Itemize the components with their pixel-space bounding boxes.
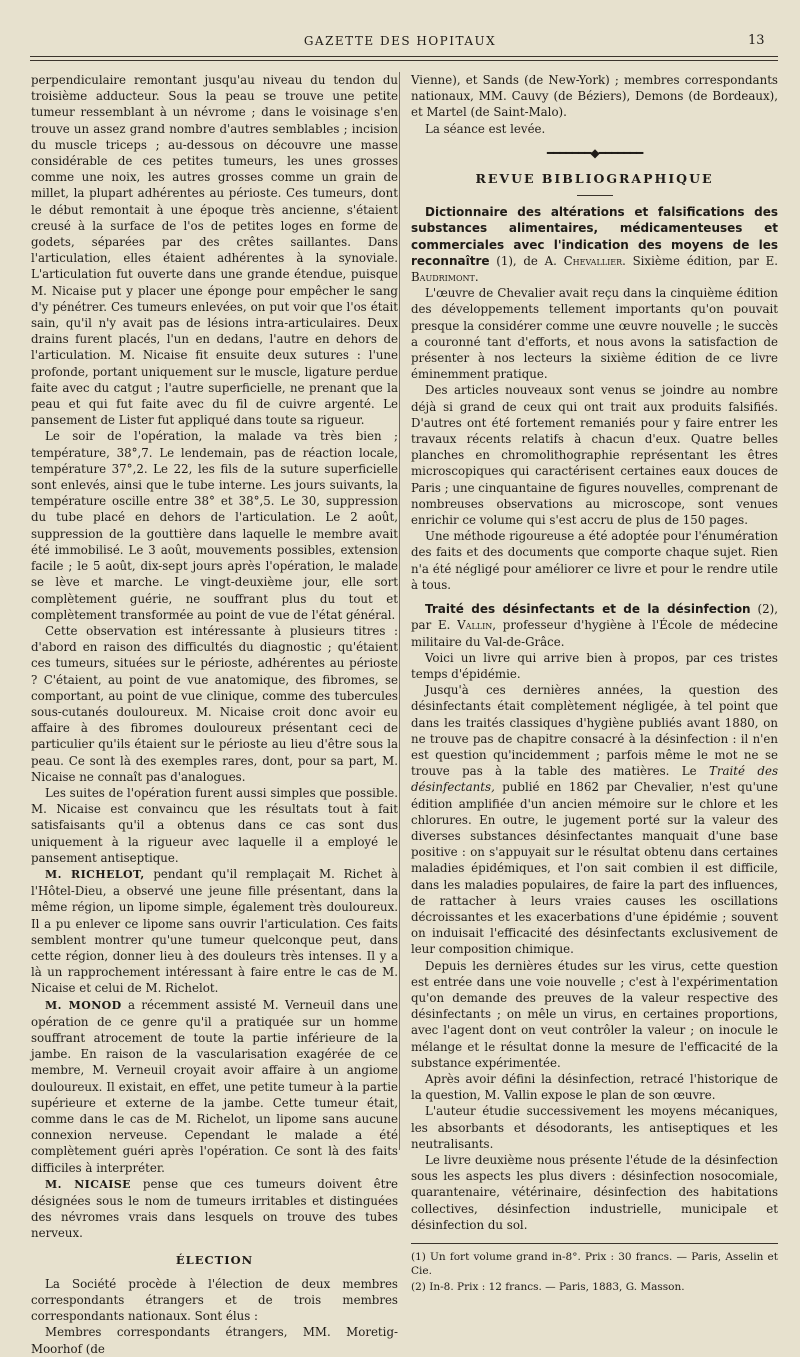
book-title: Traité des désinfectants et de la désinfection [425, 602, 751, 617]
header-rule-bottom [30, 60, 778, 61]
italic-title: Traité des désinfectants, [411, 764, 779, 795]
right-column [411, 72, 778, 1296]
header-rule-top [30, 56, 778, 57]
speaker-name: M. RICHELOT, [45, 867, 145, 881]
paragraph: Le livre deuxième nous présente l'étude de la désinfection sous les aspects les plus divers : désinfection nosocomiale, quarantenaire, vétérinaire, désinfection des habitations collectives, désinfection industrielle, municipale et désinfection du sol. [411, 1153, 778, 1232]
paragraph: L'auteur étudie successivement les moyens mécaniques, les absorbants et désodorants, les antiseptiques et les neutralisants. [411, 1104, 778, 1151]
book-author: A. Chevallier. [544, 253, 626, 268]
paragraph: Les suites de l'opération furent aussi simples que possible. M. Nicaise est convaincu que les résultats tout à fait satisfaisants qu'il a obtenus dans ce cas sont dus uniquement à la rigueur avec laquelle il a employé le pansement antiseptique. [31, 785, 398, 865]
paragraph [411, 682, 778, 957]
book-author: E. Vallin, [438, 618, 496, 633]
left-column [31, 72, 398, 1357]
column-divider [399, 72, 400, 1150]
book-author-desc: professeur d'hygiène à l'École de médecine militaire du Val-de-Grâce. [411, 618, 778, 649]
book-note: (2), par [411, 602, 779, 633]
paragraph: Le soir de l'opération, la malade va très bien ; température, 38°,7. Le lendemain, pas de réaction locale, température 37°,2. Le 22, les fils de la suture superficielle sont enlevés, ainsi que le tube interne. Les jours suivants, la température oscille entre 38° et 38°,5. Le 30, suppression du tube placé en dehors de l'articulation. Le 2 août, suppression de la gouttière dans laquelle le membre avait été immobilisé. Le 3 août, mouvements possibles, extension facile ; le 5 août, dix-sept jours après l'opération, le malade se lève et marche. Le vingt-deuxième jour, elle sort complètement guérie, ne souffrant plus du tout et complètement transformée au point de vue de l'état général. [31, 429, 398, 622]
speaker-paragraph [31, 866, 398, 997]
short-rule [577, 195, 613, 196]
footnotes [411, 1243, 778, 1294]
page-header [0, 30, 800, 50]
journal-title: GAZETTE DES HOPITAUX [303, 34, 497, 48]
speaker-name: M. NICAISE [45, 1177, 131, 1191]
paragraph: L'œuvre de Chevalier avait reçu dans la cinquième édition des développements tellement importants qu'on pouvait presque la considérer comme une œuvre nouvelle ; le succès a couronné tant d'efforts, et nous avons la satisfaction de présenter à nos lecteurs la sixième édition de ce livre éminemment pratique. [411, 286, 778, 382]
book-title: Dictionnaire des altérations et falsifications des substances alimentaires, médicamenteuses et commerciales avec l'indication des moyens de les reconnaître [411, 205, 778, 268]
speaker-paragraph [31, 997, 398, 1176]
text-run: publié en 1862 par Chevalier, n'est qu'une édition amplifiée d'un ancien mémoire sur le chlore et les chlorures. En outre, le jugement porté sur la valeur des diverses substances désinfectantes manquait d'une base positive : on s'appuyait sur le résultat obtenu dans certaines maladies épidémiques, et l'on sait combien il est difficile, dans les maladies populaires, de faire la part des influences, de rattacher à leurs vraies causes les oscillations décroissantes et les exacerbations d'une épidémie ; souvent on induisait l'efficacité des désinfectants exclusivement de leur composition chimique. [411, 780, 778, 957]
book-note: (1), de [489, 253, 545, 268]
paragraph: Vienne), et Sands (de New-York) ; membres correspondants nationaux, MM. Cauvy (de Béziers), Demons (de Bordeaux), et Martel (de Saint-Malo). [411, 73, 778, 120]
paragraph: Une méthode rigoureuse a été adoptée pour l'énumération des faits et des documents que comporte chaque sujet. Rien n'a été négligé pour améliorer ce livre et pour le rendre utile à tous. [411, 529, 778, 592]
paragraph: Après avoir défini la désinfection, retracé l'historique de la question, M. Vallin expose le plan de son œuvre. [411, 1071, 778, 1103]
book-citation [411, 204, 778, 285]
book-review-entry [411, 601, 778, 1233]
footnote: (1) Un fort volume grand in-8°. Prix : 30 francs. — Paris, Asselin et Cie. [411, 1251, 778, 1278]
speaker-text: pendant qu'il remplaçait M. Richet à l'Hôtel-Dieu, a observé une jeune fille présentant, dans la même région, un lipome simple, également très douloureux. Il a pu enlever ce lipome sans ouvrir l'articulation. Ces faits semblent montrer qu'une tumeur quelconque peut, dans cette région, donner lieu à des douleurs très intenses. Il y a là un rapprochement intéressant à faire entre le cas de M. Nicaise et celui de M. Richelot. [31, 866, 398, 996]
ornament-divider: ━━━━━━━◆━━━━━━━ [546, 145, 643, 160]
footnote: (2) In-8. Prix : 12 francs. — Paris, 1883, G. Masson. [411, 1281, 685, 1294]
section-heading: REVUE BIBLIOGRAPHIQUE [475, 171, 714, 187]
paragraph: Depuis les dernières études sur les virus, cette question est entrée dans une voie nouvelle ; c'est à l'expérimentation qu'on demande des preuves de la valeur respective des désinfectants ; on mêle un virus, en certaines proportions, avec l'agent dont on veut contrôler la valeur ; on inocule le mélange et le résultat donne la mesure de l'efficacité de la substance expérimentée. [411, 958, 778, 1070]
speaker-name: M. MONOD [45, 998, 122, 1012]
book-edition: Sixième édition, par [625, 253, 766, 268]
speaker-text: a récemment assisté M. Verneuil dans une opération de ce genre qu'il a pratiquée sur un homme souffrant atrocement de toute la partie inférieure de la jambe. En raison de la vascularisation exagérée de ce membre, M. Verneuil croyait avoir affaire à un angiome douloureux. Il existait, en effet, une petite tumeur à la partie supérieure et externe de la jambe. Cette tumeur était, comme dans le cas de M. Richelot, un lipome sans aucune connexion nerveuse. Cependant le malade a été complètement guéri après l'opération. Ce sont là des faits difficiles à interpréter. [31, 997, 398, 1175]
page-number: 13 [748, 33, 765, 48]
section-heading: ÉLECTION [175, 1252, 254, 1267]
paragraph: La séance est levée. [425, 121, 546, 136]
book-citation [411, 601, 778, 650]
paragraph: La Société procède à l'élection de deux membres correspondants étrangers et de trois membres correspondants nationaux. Sont élus : [31, 1276, 398, 1324]
book-editor: E. Baudrimont. [411, 253, 778, 285]
paragraph: Des articles nouveaux sont venus se joindre au nombre déjà si grand de ceux qui ont trait aux produits falsifiés. D'autres ont été fortement remaniés pour y faire entrer les travaux récents relatifs à chacun d'eux. Quatre belles planches en chromolithographie représentant les êtres microscopiques qui caractérisent certaines eaux douces de Paris ; une cinquantaine de figures nouvelles, comprenant de nombreuses observations au microscope, sont venues enrichir ce volume qui s'est accru de plus de 150 pages. [411, 383, 779, 528]
book-review-entry [411, 204, 778, 593]
paragraph: Cette observation est intéressante à plusieurs titres : d'abord en raison des difficultés du diagnostic ; qu'étaient ces tumeurs, situées sur le périoste, adhérentes au périoste ? C'étaient, au point de vue anatomique, des fibromes, se comportant, au point de vue clinique, comme des tubercules sous-cutanés douloureux. M. Nicaise croit donc avoir eu affaire à des fibromes douloureux présentant ceci de particulier qu'ils étaient sur le périoste au lieu d'être sous la peau. Ce sont là des exemples rares, dont, pour sa part, M. Nicaise ne connaît pas d'analogues. [31, 623, 398, 784]
paragraph: Voici un livre qui arrive bien à propos, par ces tristes temps d'épidémie. [411, 650, 778, 681]
paragraph: perpendiculaire remontant jusqu'au niveau du tendon du troisième adducteur. Sous la peau se trouve une petite tumeur ressemblant à un névrome ; dans le voisinage s'en trouve un assez grand nombre d'autres semblables ; incision du muscle triceps ; au-dessous on découvre une masse considérable de ces petites tumeurs, les unes grosses comme une noix, les autres grosses comme un grain de millet, la plupart adhérentes au périoste. Ces tumeurs, dont le début remontait à une époque très ancienne, s'étaient creusé à la surface de l'os de petites loges en forme de godets, séparées par des crêtes saillantes. Dans l'articulation, elles étaient adhérentes à la synoviale. L'articulation fut ouverte dans une grande étendue, puisque M. Nicaise put y placer une éponge pour empêcher le sang d'y pénétrer. Ces tumeurs enlevées, on put voir que l'os était sain, qu'il n'y avait pas de lésions intra-articulaires. Deux drains furent placés, l'un en dedans, l'autre en dehors de l'articulation. M. Nicaise fit ensuite deux sutures : l'une profonde, portant uniquement sur le muscle, ligature perdue faite avec du catgut ; l'autre superficielle, ne prenant que la peau et qui fut faite avec du fil de cuivre argenté. Le pansement de Lister fut appliqué dans toute sa rigueur. [31, 73, 398, 428]
paragraph: Membres correspondants étrangers, MM. Moretig-Moorhof (de [31, 1325, 398, 1356]
text-run: Jusqu'à ces dernières années, la question des désinfectants était complètement négligée, à tel point que dans les traités classiques d'hygiène publiés avant 1880, on ne trouve pas de chapitre consacré à la désinfection : il n'en est question qu'incidemment ; parfois même le mot ne se trouve pas à la table des matières. Le [411, 683, 778, 779]
speaker-text: pense que ces tumeurs doivent être désignées sous le nom de tumeurs irritables et distinguées des névromes vrais dans lesquels on trouve des tubes nerveux. [31, 1176, 398, 1241]
speaker-paragraph [31, 1176, 398, 1242]
